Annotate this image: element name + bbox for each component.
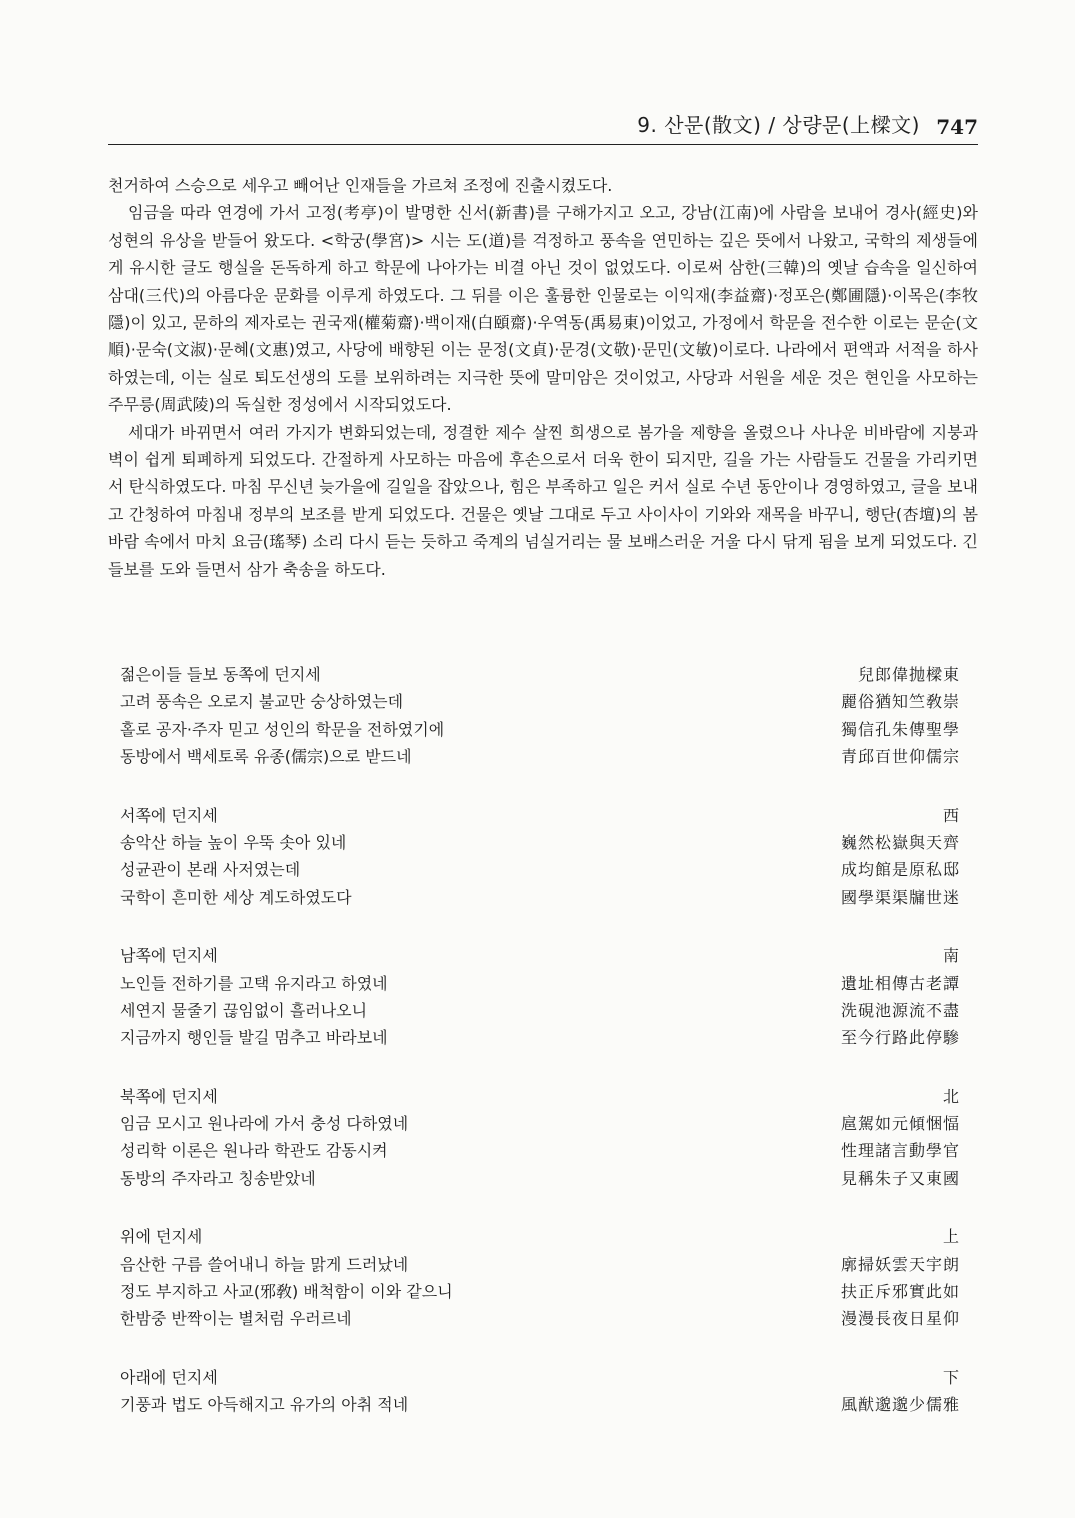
chinese-verse: 西	[942, 805, 960, 825]
korean-verse: 홀로 공자·주자 믿고 성인의 학문을 전하였기에	[120, 719, 445, 739]
verse-line	[120, 1279, 960, 1306]
chinese-verse: 巍然松嶽與天齊	[840, 832, 960, 852]
paragraph: 세대가 바뀌면서 여러 가지가 변화되었는데, 정결한 제수 살찐 희생으로 봄가을 제향을 올렸으나 사나운 비바람에 지붕과 벽이 쉽게 퇴폐하게 되었도다. 간절하게 사모하는 마음에 후손으로서 더욱 한이 되지만, 길을 가는 사람들도 건물을 가리키면서 탄식하였도다. 마침 무신년 늦가을에 길일을 잡았으나, 힘은 부족하고 일은 커서 실로 수년 동안이나 경영하였고, 글을 보내고 간청하여 마침내 정부의 보조를 받게 되었도다. 건물은 옛날 그대로 두고 사이사이 기와와 재목을 바꾸니, 행단(杏壇)의 봄바람 속에서 마치 요금(瑤琴) 소리 다시 듣는 듯하고 죽계의 넘실거리는 물 보배스러운 거울 다시 닦게 됨을 보게 되었도다. 긴 들보를 도와 들면서 삼가 축송을 하도다.	[108, 422, 978, 579]
korean-verse: 젊은이들 들보 동쪽에 던지세	[120, 665, 321, 684]
chinese-verse: 洗硯池源流不盡	[840, 1000, 960, 1020]
korean-verse: 세연지 물줄기 끊임없이 흘러나오니	[120, 1000, 368, 1020]
verse-line	[120, 744, 960, 771]
chinese-verse: 扶正斥邪實此如	[840, 1282, 960, 1302]
verse-line	[120, 1138, 960, 1165]
prose-body	[108, 172, 978, 583]
verse-line	[120, 998, 960, 1025]
korean-verse: 성균관이 본래 사저였는데	[120, 860, 301, 880]
page-number: 747	[936, 115, 978, 139]
verse-line	[120, 1224, 960, 1251]
chinese-verse: 風猷邈邈少儒雅	[840, 1395, 960, 1415]
korean-verse: 동방의 주자라고 칭송받았네	[120, 1168, 316, 1188]
page-header	[108, 112, 978, 145]
chinese-verse: 性理諸言動學官	[840, 1141, 960, 1161]
chinese-verse: 至今行路此停驂	[840, 1028, 960, 1048]
verse-line	[120, 1252, 960, 1279]
korean-verse: 성리학 이론은 원나라 학관도 감동시켜	[120, 1141, 388, 1161]
korean-verse: 국학이 흔미한 세상 계도하였도다	[120, 887, 352, 907]
korean-verse: 기풍과 법도 아득해지고 유가의 아취 적네	[120, 1395, 409, 1415]
korean-verse: 남쪽에 던지세	[120, 946, 218, 966]
korean-verse: 위에 던지세	[120, 1227, 203, 1247]
verse-line	[120, 1392, 960, 1419]
chinese-verse: 北	[942, 1086, 960, 1106]
chinese-verse: 國學渠渠牖世迷	[840, 887, 960, 907]
stanza-up	[120, 1224, 960, 1334]
stanza-down	[120, 1365, 960, 1420]
chinese-verse: 下	[942, 1367, 960, 1387]
chinese-verse: 見稱朱子又東國	[840, 1168, 960, 1188]
running-title: 9. 산문(散文) / 상량문(上樑文)	[637, 113, 920, 137]
chinese-verse: 獨信孔朱傳聖學	[840, 719, 960, 739]
stanza-north	[120, 1084, 960, 1194]
korean-verse: 서쪽에 던지세	[120, 805, 218, 825]
verse-line	[120, 717, 960, 744]
chinese-verse: 青邱百世仰儒宗	[840, 747, 960, 767]
chinese-verse: 成均館是原私邸	[840, 860, 960, 880]
korean-verse: 아래에 던지세	[120, 1367, 218, 1387]
stanza-west	[120, 803, 960, 913]
verse-line	[120, 1166, 960, 1193]
korean-verse: 정도 부지하고 사교(邪敎) 배척함이 이와 같으니	[120, 1282, 453, 1302]
korean-verse: 북쪽에 던지세	[120, 1086, 218, 1106]
verse-line	[120, 1084, 960, 1111]
korean-verse: 노인들 전하기를 고택 유지라고 하였네	[120, 973, 388, 993]
stanza-east	[120, 662, 960, 772]
verse-line	[120, 943, 960, 970]
korean-verse: 한밤중 반짝이는 별처럼 우러르네	[120, 1309, 352, 1329]
korean-verse: 지금까지 행인들 발길 멈추고 바라보네	[120, 1028, 388, 1048]
korean-verse: 임금 모시고 원나라에 가서 충성 다하였네	[120, 1114, 409, 1134]
verse-line	[120, 1365, 960, 1392]
verse-line	[120, 1025, 960, 1052]
chinese-verse: 遺址相傳古老譚	[840, 973, 960, 993]
verse-line	[120, 662, 960, 689]
korean-verse: 음산한 구름 쓸어내니 하늘 맑게 드러났네	[120, 1254, 409, 1274]
verse-section	[120, 662, 960, 1451]
paragraph: 천거하여 스승으로 세우고 빼어난 인재들을 가르쳐 조정에 진출시켰도다.	[108, 176, 613, 195]
verse-line	[120, 689, 960, 716]
verse-line	[120, 857, 960, 884]
verse-line	[120, 803, 960, 830]
verse-line	[120, 1111, 960, 1138]
korean-verse: 송악산 하늘 높이 우뚝 솟아 있네	[120, 832, 347, 852]
chinese-verse: 上	[942, 1227, 960, 1247]
chinese-verse: 兒郎偉抛樑東	[857, 665, 960, 684]
verse-line	[120, 1306, 960, 1333]
stanza-south	[120, 943, 960, 1053]
chinese-verse: 麗俗猶知竺敎崇	[840, 692, 960, 712]
verse-line	[120, 885, 960, 912]
chinese-verse: 南	[942, 946, 960, 966]
chinese-verse: 扈駕如元傾悃愊	[840, 1114, 960, 1134]
korean-verse: 동방에서 백세토록 유종(儒宗)으로 받드네	[120, 747, 412, 767]
korean-verse: 고려 풍속은 오로지 불교만 숭상하였는데	[120, 692, 404, 712]
chinese-verse: 廓掃妖雲天宇朗	[840, 1254, 960, 1274]
paragraph: 임금을 따라 연경에 가서 고정(考亭)이 발명한 신서(新書)를 구해가지고 오고, 강남(江南)에 사람을 보내어 경사(經史)와 성현의 유상을 받들어 왔도다. <학궁(學宮)> 시는 도(道)를 걱정하고 풍속을 연민하는 깊은 뜻에서 나왔고, 국학의 제생들에게 유시한 글도 행실을 돈독하게 하고 학문에 나아가는 비결 아닌 것이 없었도다. 이로써 삼한(三韓)의 옛날 습속을 일신하여 삼대(三代)의 아름다운 문화를 이루게 하였도다. 그 뒤를 이은 훌륭한 인물로는 이익재(李益齋)·정포은(鄭圃隱)·이목은(李牧隱)이 있고, 문하의 제자로는 권국재(權菊齋)·백이재(白頤齋)·우역동(禹易東)이었고, 가정에서 학문을 전수한 이로는 문순(文順)·문숙(文淑)·문혜(文惠)였고, 사당에 배향된 이는 문정(文貞)·문경(文敬)·문민(文敏)이로다. 나라에서 편액과 서적을 하사하였는데, 이는 실로 퇴도선생의 도를 보위하려는 지극한 뜻에 말미암은 것이었고, 사당과 서원을 세운 것은 현인을 사모하는 주무릉(周武陵)의 독실한 정성에서 시작되었도다.	[108, 203, 978, 415]
chinese-verse: 漫漫長夜日星仰	[840, 1309, 960, 1329]
verse-line	[120, 971, 960, 998]
verse-line	[120, 830, 960, 857]
